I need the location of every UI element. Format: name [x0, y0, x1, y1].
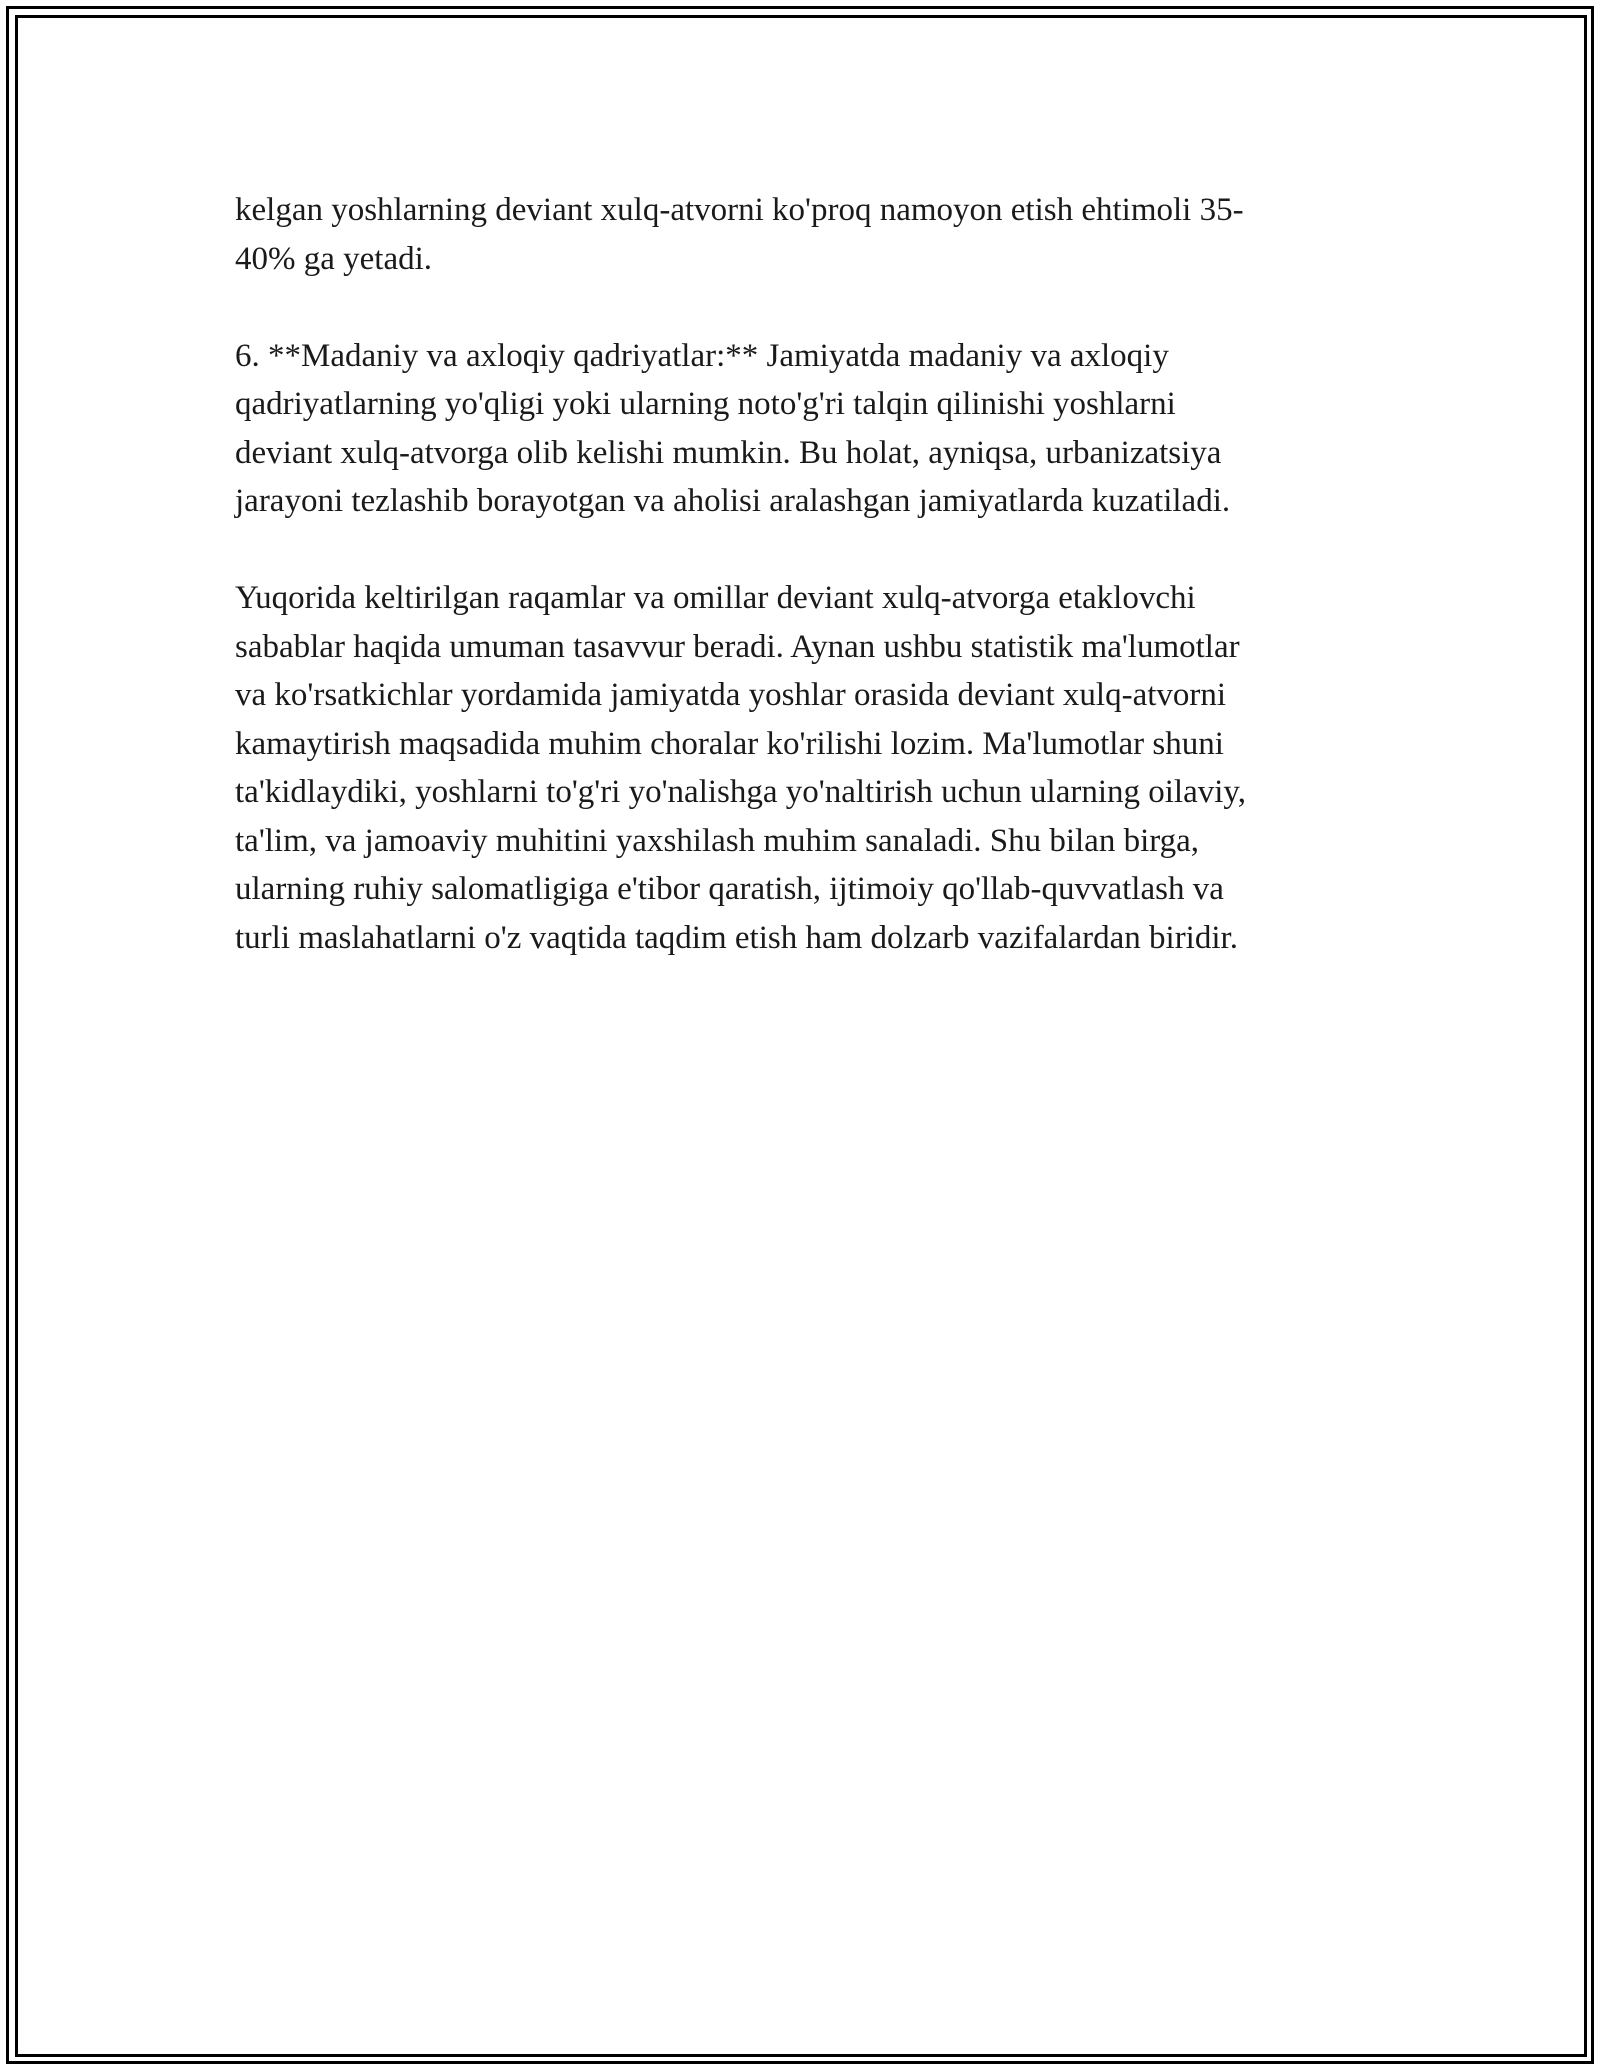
- document-body: [235, 186, 1365, 1011]
- paragraph-continuation: kelgan yoshlarning deviant xulq-atvorni ko'proq namoyon etish ehtimoli 35- 40% ga yetadi.: [235, 192, 1244, 277]
- paragraph-cultural-values: 6. **Madaniy va axloqiy qadriyatlar:** Jamiyatda madaniy va axloqiy qadriyatlarning yo'qligi yoki ularning noto'g'ri talqin qilinishi yoshlarni deviant xulq-atvorga olib kelishi mumkin. Bu holat, ayniqsa, urbanizatsiya jarayoni tezlashib borayotgan va aholisi aralashgan jamiyatlarda kuzatiladi.: [235, 337, 1231, 519]
- paragraph-conclusion: Yuqorida keltirilgan raqamlar va omillar deviant xulq-atvorga etaklovchi sabablar haqida umuman tasavvur beradi. Aynan ushbu statistik ma'lumotlar va ko'rsatkichlar yordamida jamiyatda yoshlar orasida deviant xulq-atvorni kamaytirish maqsadida muhim choralar ko'rilishi lozim. Ma'lumotlar shuni ta'kidlaydiki, yoshlarni to'g'ri yo'nalishga yo'naltirish uchun ularning oilaviy, ta'lim, va jamoaviy muhitini yaxshilash muhim sanaladi. Shu bilan birga, ularning ruhiy salomatligiga e'tibor qaratish, ijtimoiy qo'llab-quvvatlash va turli maslahatlarni o'z vaqtida taqdim etish ham dolzarb vazifalardan biridir.: [235, 580, 1247, 956]
